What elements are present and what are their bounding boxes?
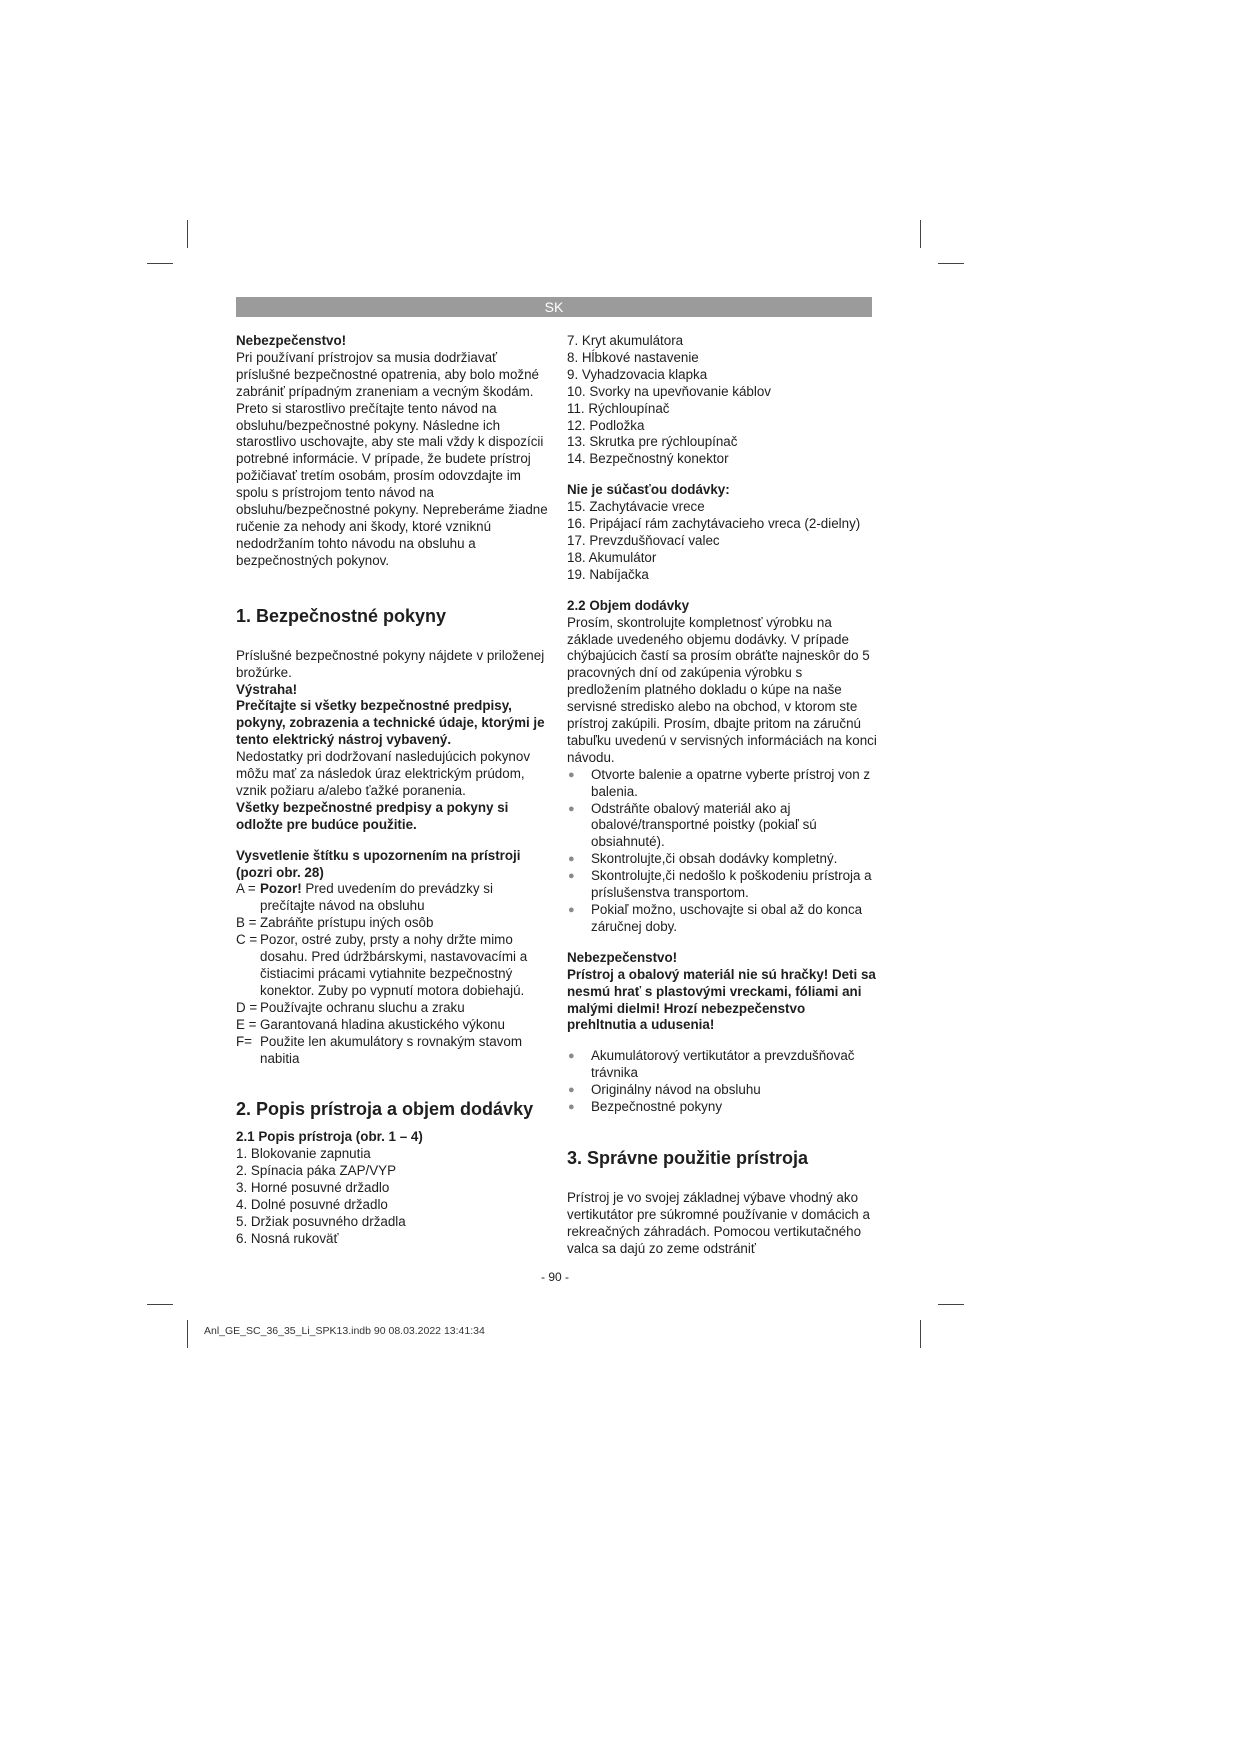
parts-list-item: 12. Podložka bbox=[567, 417, 645, 433]
language-code: SK bbox=[544, 299, 564, 315]
legend-text: Garantovaná hladina akustického výkonu bbox=[260, 1016, 505, 1032]
parts-list-item: 3. Horné posuvné držadlo bbox=[236, 1180, 390, 1196]
language-header-bar bbox=[236, 297, 872, 317]
warning-keep-text: Všetky bezpečnostné predpisy a pokyny si odložte pre budúce použitie. bbox=[236, 799, 509, 832]
legend-key: F= bbox=[236, 1033, 252, 1049]
legend-key: C = bbox=[236, 932, 258, 948]
warning-title: Výstraha! bbox=[236, 681, 298, 697]
contents-item: ● Akumulátorový vertikutátor a prevzdušňovač trávnika bbox=[568, 1048, 855, 1081]
bullet-icon: ● bbox=[568, 1084, 575, 1097]
contents-item: ● Bezpečnostné pokyny bbox=[568, 1099, 723, 1115]
checklist bbox=[567, 767, 877, 936]
legend-text: Použite len akumulátory s rovnakým stavom nabitia bbox=[260, 1033, 522, 1066]
crop-mark bbox=[938, 1304, 964, 1305]
parts-list-continued bbox=[567, 333, 877, 468]
page-number: - 90 - bbox=[540, 1270, 569, 1284]
subsection-2-1-title: 2.1 Popis prístroja (obr. 1 – 4) bbox=[236, 1129, 423, 1145]
parts-list-item: 11. Rýchloupínač bbox=[567, 400, 670, 416]
legend-key: A = bbox=[236, 881, 256, 897]
checklist-item: ● Skontrolujte,či obsah dodávky kompletný. bbox=[568, 851, 838, 867]
contents-item: ● Originálny návod na obsluhu bbox=[568, 1082, 761, 1098]
parts-list-item: 13. Skrutka pre rýchloupínač bbox=[567, 434, 738, 450]
parts-list bbox=[236, 1146, 548, 1247]
crop-mark bbox=[938, 263, 964, 264]
parts-list-item: 14. Bezpečnostný konektor bbox=[567, 451, 729, 467]
not-included-list bbox=[567, 499, 877, 584]
legend-text: Pozor, ostré zuby, prsty a nohy držte mimo dosahu. Pred údržbárskymi, nastavovacími a čistiacimi prácami vytiahnite bezpečnostný konektor. Zuby po vypnutí motora dobiehajú. bbox=[260, 932, 528, 998]
subsection-2-2-title: 2.2 Objem dodávky bbox=[567, 597, 690, 613]
parts-list-item: 9. Vyhadzovacia klapka bbox=[567, 366, 708, 382]
section-3-heading: 3. Správne použitie prístroja bbox=[567, 1147, 809, 1168]
not-included-title: Nie je súčasťou dodávky: bbox=[567, 482, 730, 498]
section-3-text: Prístroj je vo svojej základnej výbave vhodný ako vertikutátor pre súkromné používanie v domácich a rekreačných záhradách. Pomocou vertikutačného valca sa dajú zo zeme odstrániť bbox=[567, 1189, 870, 1256]
bullet-icon: ● bbox=[568, 768, 575, 781]
crop-mark bbox=[920, 220, 921, 248]
section-2-heading: 2. Popis prístroja a objem dodávky bbox=[236, 1099, 534, 1120]
parts-list-item: 2. Spínacia páka ZAP/VYP bbox=[236, 1163, 397, 1179]
crop-mark bbox=[187, 220, 188, 248]
parts-list-item: 7. Kryt akumulátora bbox=[567, 333, 684, 348]
not-included-item: 19. Nabíjačka bbox=[567, 566, 649, 582]
parts-list-item: 5. Držiak posuvného držadla bbox=[236, 1213, 406, 1229]
left-column bbox=[236, 333, 548, 1248]
warning-bold-text: Prečítajte si všetky bezpečnostné predpisy, pokyny, zobrazenia a technické údaje, ktorými je tento elektrický nástroj vybavený. bbox=[236, 698, 545, 748]
bullet-icon: ● bbox=[568, 1050, 575, 1063]
checklist-item: ● Skontrolujte,či nedošlo k poškodeniu prístroja a príslušenstva transportom. bbox=[568, 868, 872, 901]
legend-text: Pred uvedením do prevádzky si prečítajte návod na obsluhu bbox=[260, 881, 493, 914]
legend-item bbox=[236, 1017, 548, 1034]
legend-key: B = bbox=[236, 915, 257, 931]
crop-mark bbox=[147, 263, 173, 264]
checklist-item: ● Odstráňte obalový materiál ako aj obalové/transportné poistky (pokiaľ sú obsiahnuté). bbox=[568, 800, 817, 850]
legend-item bbox=[236, 932, 548, 1000]
not-included-item: 17. Prevzdušňovací valec bbox=[567, 532, 720, 548]
bullet-icon: ● bbox=[568, 904, 575, 916]
section-1-heading: 1. Bezpečnostné pokyny bbox=[236, 605, 447, 626]
not-included-item: 16. Pripájací rám zachytávacieho vreca (2-dielny) bbox=[567, 516, 861, 532]
legend-text: Používajte ochranu sluchu a zraku bbox=[260, 999, 465, 1015]
parts-list-item: 8. Hĺbkové nastavenie bbox=[567, 349, 699, 365]
parts-list-item: 10. Svorky na upevňovanie káblov bbox=[567, 383, 771, 399]
warning-text: Nedostatky pri dodržovaní nasledujúcich pokynov môžu mať za následok úraz elektrickým prúdom, vznik požiaru a/alebo ťažké poranenia. bbox=[236, 749, 531, 798]
label-explanation-title: Vysvetlenie štítku s upozornením na prístroji (pozri obr. 28) bbox=[236, 847, 521, 880]
legend-item bbox=[236, 1034, 548, 1068]
label-legend bbox=[236, 881, 548, 1067]
checklist-item: ● Otvorte balenie a opatrne vyberte prístroj von z balenia. bbox=[568, 766, 871, 799]
crop-mark bbox=[920, 1320, 921, 1348]
parts-list-item: 6. Nosná rukoväť bbox=[236, 1230, 339, 1246]
print-imprint: Anl_GE_SC_36_35_Li_SPK13.indb 90 08.03.2022 13:41:34 bbox=[204, 1325, 485, 1337]
section-1-intro: Príslušné bezpečnostné pokyny nájdete v priloženej brožúrke. bbox=[236, 647, 545, 680]
legend-item bbox=[236, 1000, 548, 1017]
crop-mark bbox=[147, 1304, 173, 1305]
danger-title: Nebezpečenstvo! bbox=[236, 333, 347, 348]
checklist-item: ● Pokiaľ možno, uschovajte si obal až do konca záručnej doby. bbox=[568, 902, 863, 934]
bullet-icon: ● bbox=[568, 1101, 575, 1114]
not-included-item: 18. Akumulátor bbox=[567, 549, 657, 565]
bullet-icon: ● bbox=[568, 853, 575, 866]
bullet-icon: ● bbox=[568, 802, 575, 815]
contents-list bbox=[567, 1048, 877, 1116]
subsection-2-2-text: Prosím, skontrolujte kompletnosť výrobku na základe uvedeného objemu dodávky. V prípade chýbajúcich častí sa prosím obráťte najneskôr do 5 pracovných dní od zakúpenia výrobku s predložením platného dokladu o kúpe na naše servisné stredisko alebo na obchod, v ktorom ste prístroj zakúpili. Prosím, dbajte pritom na záručnú tabuľku uvedenú v servisných informáciách na konci návodu. bbox=[567, 614, 877, 765]
legend-item bbox=[236, 915, 548, 932]
not-included-item: 15. Zachytávacie vrece bbox=[567, 499, 705, 515]
legend-item bbox=[236, 881, 548, 915]
bullet-icon: ● bbox=[568, 870, 575, 883]
legend-key: D = bbox=[236, 999, 258, 1015]
legend-text: Zabráňte prístupu iných osôb bbox=[260, 915, 434, 931]
danger-text: Pri používaní prístrojov sa musia dodržiavať príslušné bezpečnostné opatrenia, aby bolo možné zabrániť prípadným zraneniam a vecným škodám. Preto si starostlivo prečítajte tento návod na obsluhu/bezpečnostné pokyny. Následne ich starostlivo uschovajte, aby ste mali vždy k dispozícii potrebné informácie. V prípade, že budete prístroj požičiavať tretím osobám, prosím odovzdajte im spolu s prístrojom tento návod na obsluhu/bezpečnostné pokyny. Nepreberáme žiadne ručenie za nehody ani škody, ktoré vzniknú nedodržaním tohto návodu na obsluhu a bezpečnostných pokynov. bbox=[236, 349, 548, 568]
parts-list-item: 4. Dolné posuvné držadlo bbox=[236, 1197, 388, 1213]
danger-2-title: Nebezpečenstvo! bbox=[567, 949, 678, 965]
right-column bbox=[567, 333, 877, 1258]
danger-2-text: Prístroj a obalový materiál nie sú hračky! Deti sa nesmú hrať s plastovými vreckami, fóliami ani malými dielmi! Hrozí nebezpečenstvo prehltnutia a udusenia! bbox=[567, 966, 876, 1033]
legend-strong: Pozor! bbox=[260, 881, 302, 897]
parts-list-item: 1. Blokovanie zapnutia bbox=[236, 1146, 371, 1162]
legend-key: E = bbox=[236, 1016, 257, 1032]
crop-mark bbox=[187, 1320, 188, 1348]
